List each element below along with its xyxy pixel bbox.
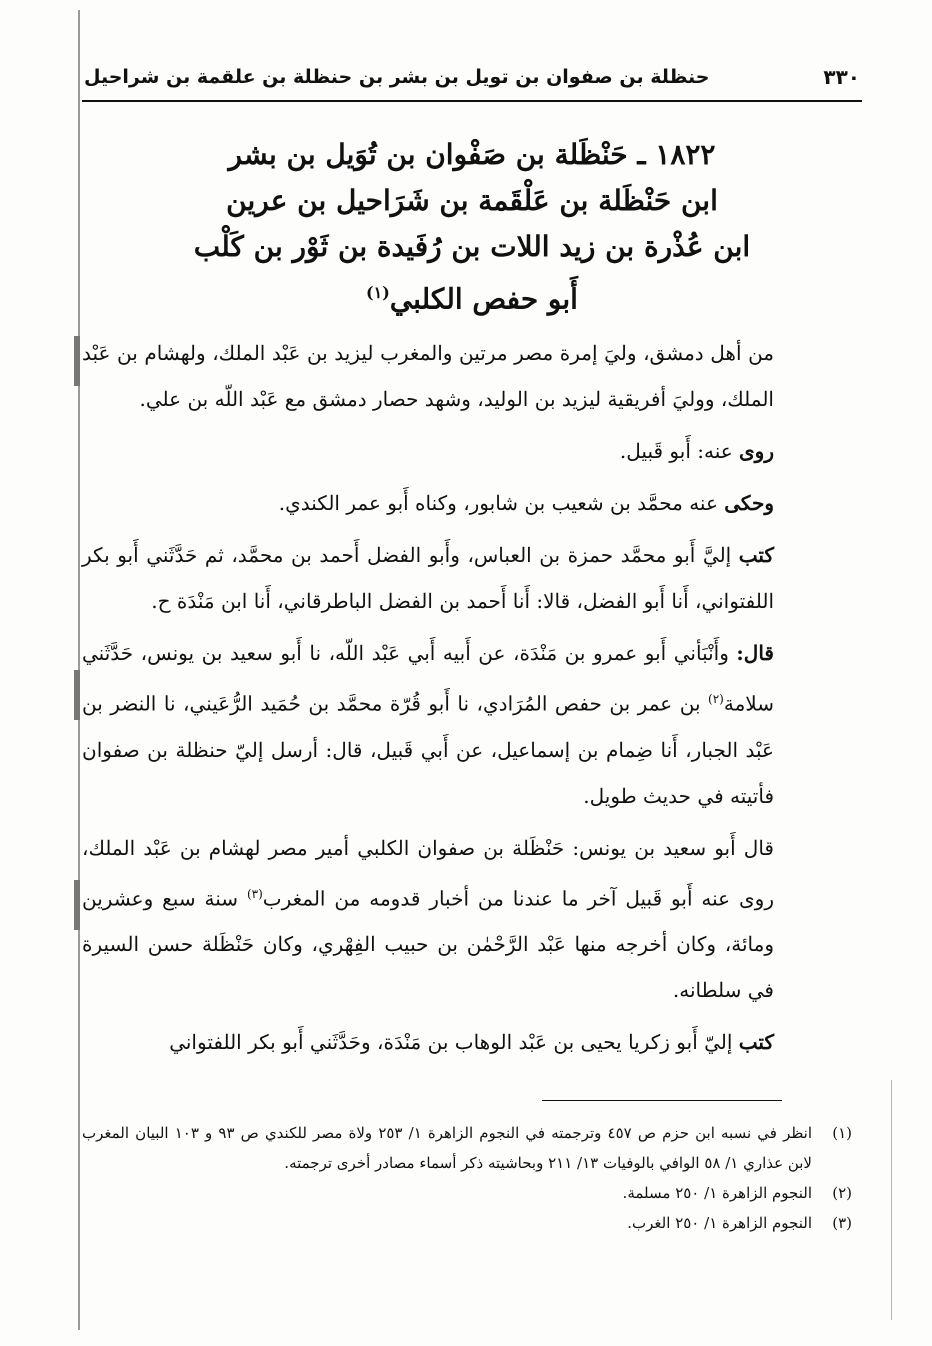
- paragraph-lead: قال:: [736, 641, 774, 665]
- body-text: [82, 330, 774, 1071]
- scan-mark: [74, 880, 80, 930]
- footnote: [82, 1208, 852, 1238]
- entry-title-line: ابن حَنْظَلة بن عَلْقَمة بن شَرَاحيل بن عرين: [226, 184, 718, 217]
- running-title: حنظلة بن صفوان بن تويل بن بشر بن حنظلة بن علقمة بن شراحيل: [84, 66, 710, 88]
- running-header: [82, 58, 862, 102]
- paragraph-text: إليَّ أَبو محمَّد حمزة بن العباس، وأَبو الفضل أَحمد بن محمَّد، ثم حَدَّثَني أَبو بكر اللفتواني، أَنا أَبو الفضل، قالا: أَنا أَحمد بن الفضل الباطرقاني، أَنا ابن مَنْدَة ح.: [82, 543, 774, 613]
- paragraph-lead: وحكى: [724, 491, 774, 515]
- footnotes: [82, 1118, 852, 1238]
- paragraph: [82, 428, 774, 474]
- footnote-number: (٣): [832, 1214, 852, 1232]
- footnote-ref: (١): [366, 283, 390, 302]
- footnote-number: (١): [832, 1124, 852, 1142]
- footnote-number: (٢): [832, 1184, 852, 1202]
- scan-mark: [74, 670, 80, 720]
- paragraph-text: سنة سبع وعشرين ومائة، وكان أخرجه منها عَبْد الرَّحْمٰن بن حبيب الفِهْري، وكان حَنْظَلة حسن السيرة في سلطانه.: [82, 886, 774, 1003]
- paragraph-text: من أهل دمشق، وليَ إمرة مصر مرتين والمغرب ليزيد بن عَبْد الملك، ولهشام بن عَبْد الملك، ووليَ أفريقية ليزيد بن الوليد، وشهد حصار دمشق مع عَبْد اللّه بن علي.: [82, 341, 775, 411]
- paragraph: [82, 630, 774, 819]
- paragraph-lead: كتب: [738, 543, 774, 567]
- entry-kunya: أَبو حفص الكلبي: [389, 282, 578, 316]
- paragraph: [82, 825, 774, 1014]
- scan-mark: [74, 336, 80, 386]
- paragraph: [82, 480, 774, 526]
- paragraph: [82, 330, 774, 422]
- paragraph-text: قال أَبو سعيد بن يونس: حَنْظَلة بن صفوان الكلبي أمير مصر لهشام بن عَبْد الملك، روى عنه أَبو قَبيل آخر ما عندنا من أخبار قدومه من المغرب: [82, 835, 774, 911]
- paragraph-text: عنه: أَبو قَبيل.: [619, 439, 740, 463]
- entry-title-line: ١٨٢٢ ـ حَنْظَلة بن صَفْوان بن تُوَيل بن بشر: [228, 138, 716, 171]
- footnote-text: انظر في نسبه ابن حزم ص ٤٥٧ وترجمته في النجوم الزاهرة ١/ ٢٥٣ ولاة مصر للكندي ص ٩٣ و ١٠٣ البيان المغرب لابن عذاري ١/ ٥٨ الوافي بالوفيات ١٣/ ٢١١ وبحاشيته ذكر أسماء مصادر أخرى ترجمته.: [82, 1124, 813, 1172]
- entry-title: [82, 132, 862, 322]
- entry-title-line: ابن عُذْرة بن زيد اللات بن رُفَيدة بن ثَوْر بن كَلْب: [193, 230, 751, 263]
- footnote-ref: (٢): [708, 692, 724, 706]
- footnote-text: النجوم الزاهرة ١/ ٢٥٠ الغرب.: [627, 1214, 812, 1232]
- page-number: ٣٣٠: [823, 65, 860, 89]
- paragraph-text: إليّ أَبو زكريا يحيى بن عَبْد الوهاب بن مَنْدَة، وحَدَّثَني أَبو بكر اللفتواني: [169, 1030, 739, 1055]
- paragraph-text: عنه محمَّد بن شعيب بن شابور، وكناه أَبو عمر الكندي.: [278, 491, 725, 515]
- paragraph-lead: روى: [739, 439, 774, 463]
- paragraph-text: بن عمر بن حفص المُرَادي، نا أَبو قُرّة محمَّد بن حُمَيد الرُّعَيني، نا النضر بن عَبْد الجبار، أَنا ضِمام بن إسماعيل، عن أَبي قَبيل، قال: أرسل إليّ حنظلة بن صفوان فأتيته في حديث طويل.: [82, 691, 774, 808]
- entry-title-line: [82, 270, 862, 322]
- footnote-divider: [542, 1100, 782, 1101]
- paragraph: [82, 1019, 774, 1065]
- scan-margin-line-right: [891, 1080, 892, 1320]
- footnote: [82, 1178, 852, 1208]
- footnote-ref: (٣): [246, 886, 263, 901]
- paragraph-lead: كتب: [738, 1030, 774, 1055]
- footnote-text: النجوم الزاهرة ١/ ٢٥٠ مسلمة.: [622, 1184, 812, 1202]
- footnote: [82, 1118, 852, 1178]
- paragraph-text: وأَنْبَأني أَبو عمرو بن مَنْدَة، عن أَبيه أَبي عَبْد اللّه، نا أَبو سعيد بن يونس، حَدَّثَني سلامة: [82, 641, 774, 716]
- paragraph: [82, 532, 774, 624]
